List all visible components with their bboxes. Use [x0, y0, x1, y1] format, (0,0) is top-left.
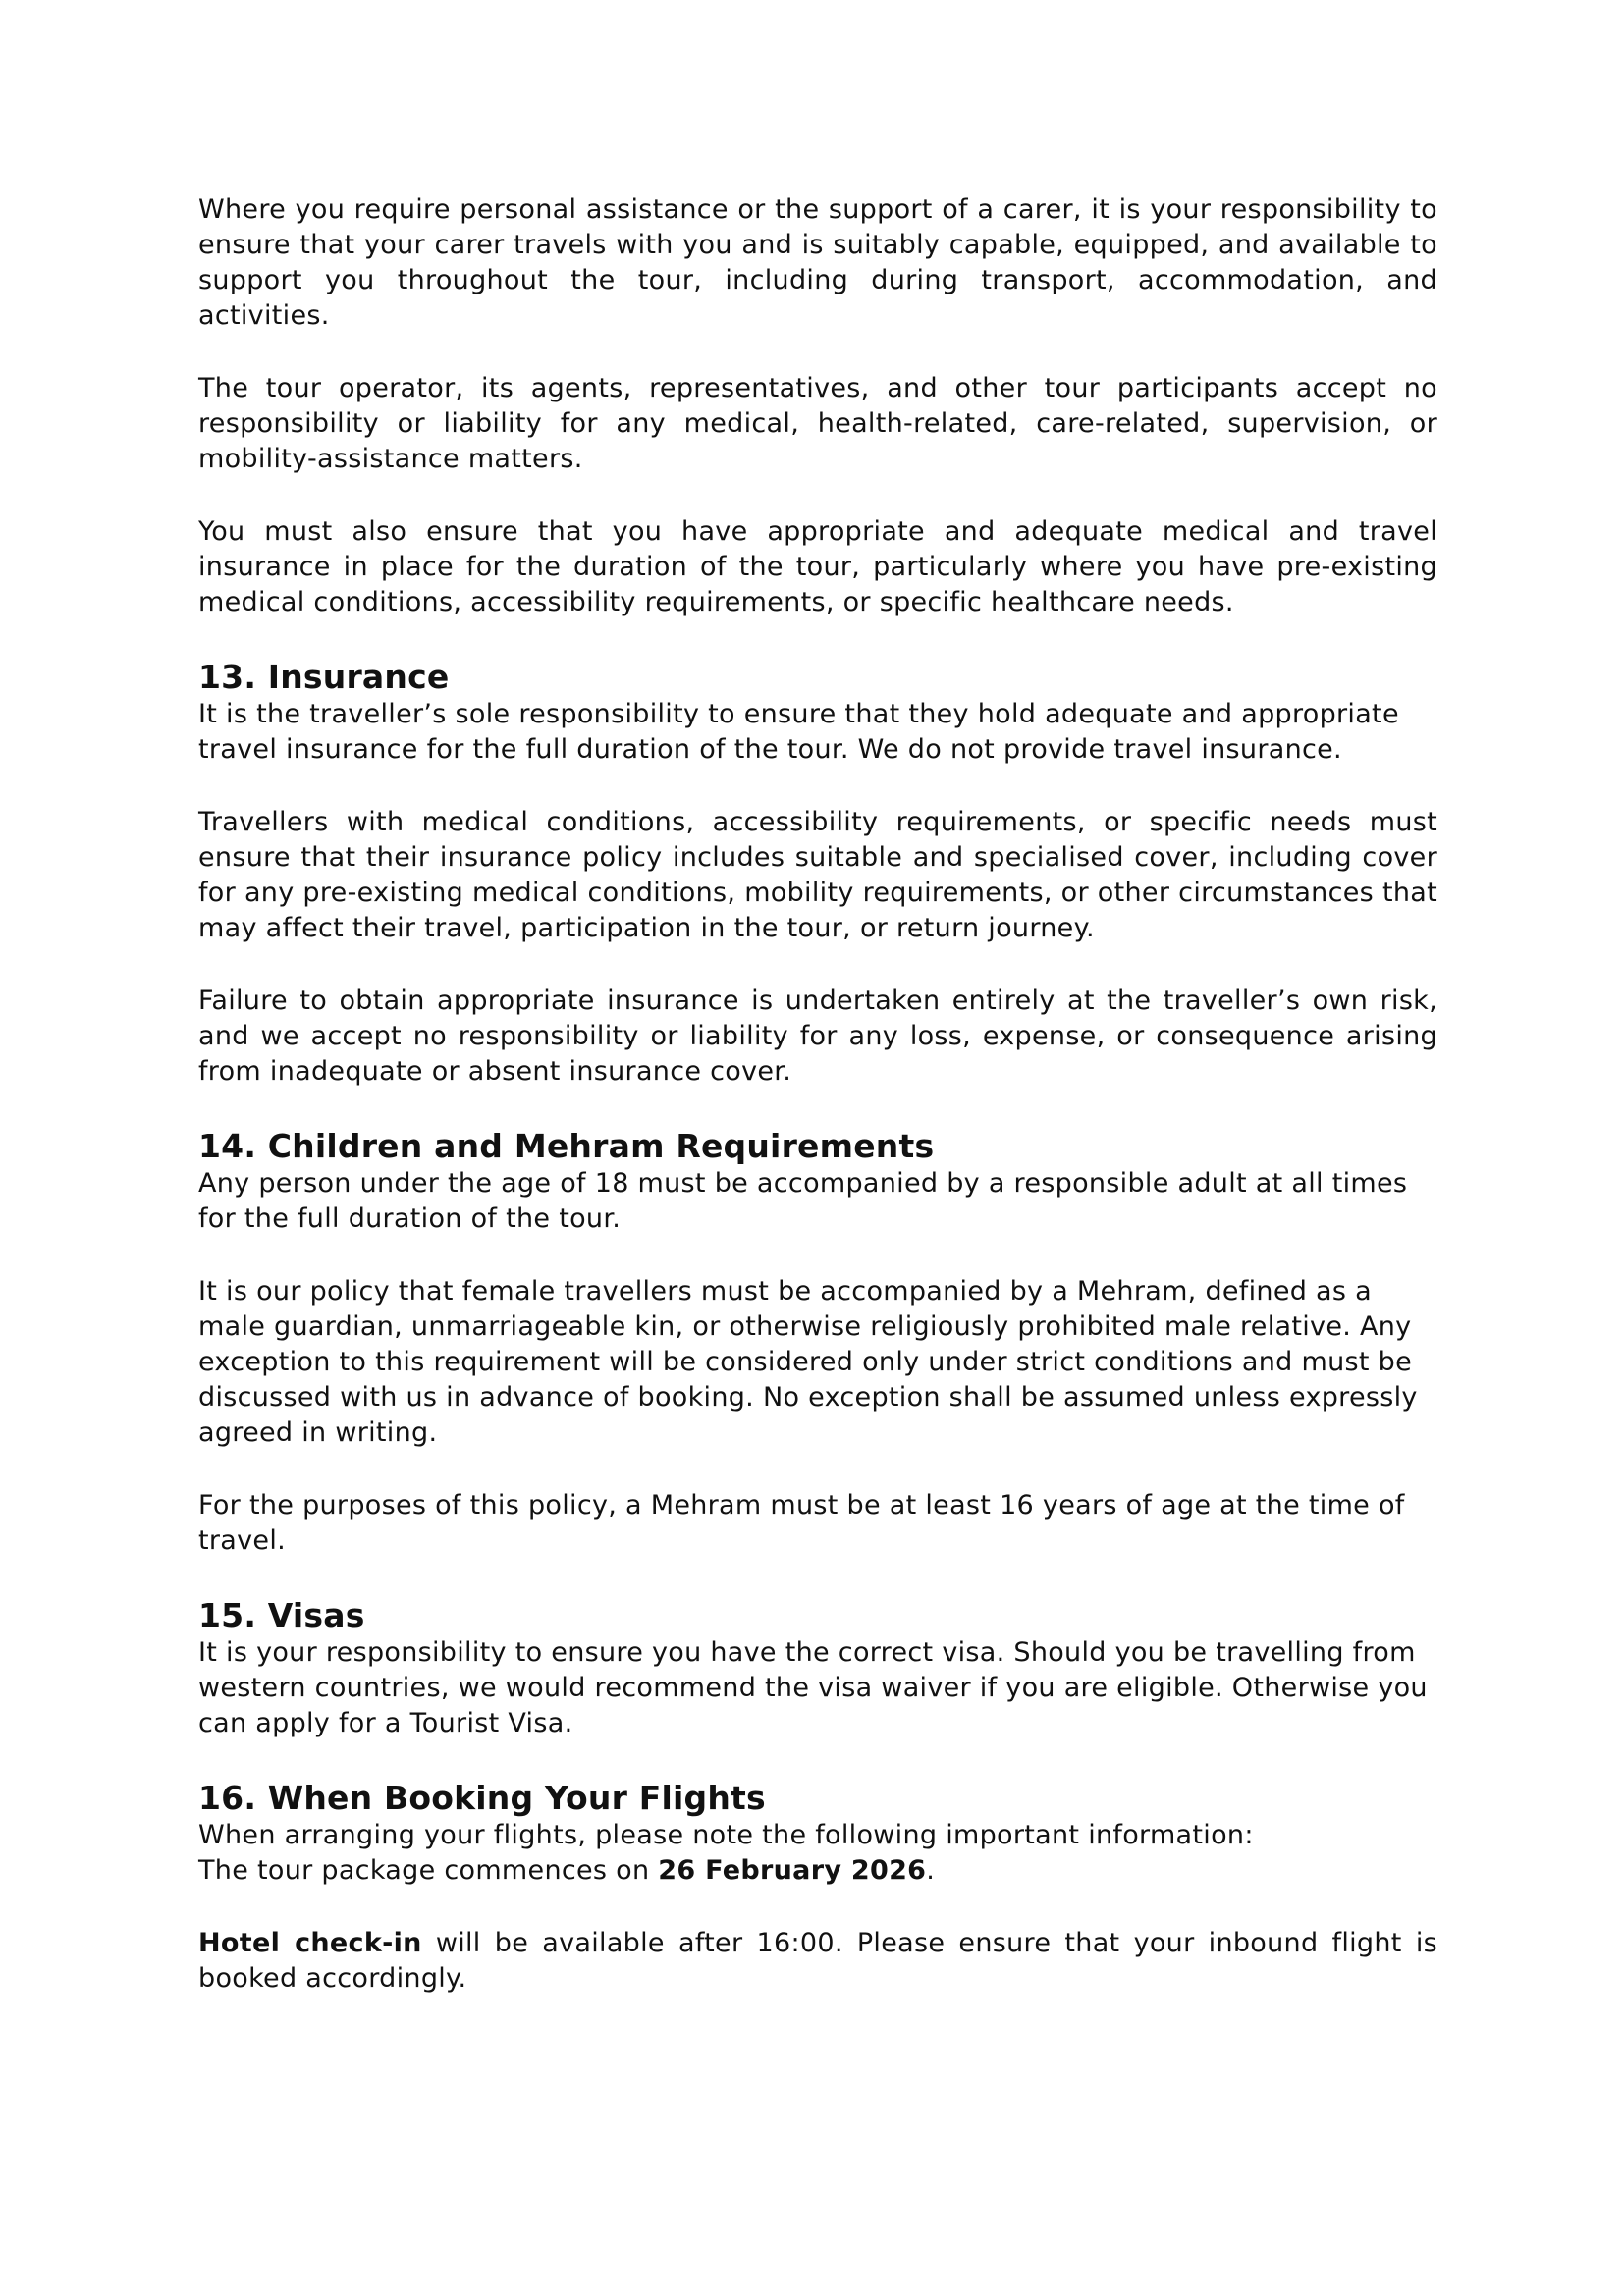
insurance-paragraph-3: Failure to obtain appropriate insurance is undertaken entirely at the traveller’s own risk, and we accept no responsibility or liability for any loss, expense, or consequence arising from inadequate or absent insurance cover.: [198, 986, 1437, 1087]
intro-paragraph-liability: The tour operator, its agents, representatives, and other tour participants accept no responsibility or liability for any medical, health-related, care-related, supervision, or mobility-assistance matters.: [198, 373, 1437, 474]
insurance-paragraph-1: It is the traveller’s sole responsibility to ensure that they hold adequate and appropriate travel insurance for the full duration of the tour. We do not provide travel insurance.: [198, 699, 1399, 765]
flights-commence-line: [198, 1853, 1437, 1889]
intro-paragraph-carer: Where you require personal assistance or the support of a carer, it is your responsibility to ensure that your carer travels with you and is suitably capable, equipped, and available to support you throughout the tour, including during transport, accommodation, and activities.: [198, 194, 1437, 331]
flights-intro-line: When arranging your flights, please note the following important information:: [198, 1820, 1254, 1850]
flights-commence-suffix: .: [926, 1855, 936, 1886]
flights-checkin-label: Hotel check-in: [198, 1928, 422, 1958]
section-visas: [198, 1596, 1437, 1741]
flights-commence-date: 26 February 2026: [658, 1855, 927, 1886]
intro-paragraph-insurance: You must also ensure that you have appropriate and adequate medical and travel insurance in place for the duration of the tour, particularly where you have pre-existing medical conditions, accessibility requirements, or specific healthcare needs.: [198, 516, 1437, 617]
heading-children-mehram: 14. Children and Mehram Requirements: [198, 1127, 935, 1165]
children-paragraph-2: It is our policy that female travellers must be accompanied by a Mehram, defined as a male guardian, unmarriageable kin, or otherwise religiously prohibited male relative. Any exception to this requirement will be considered only under strict conditions and must be discussed with us in advance of booking. No exception shall be assumed unless expressly agreed in writing.: [198, 1276, 1418, 1448]
heading-flights: 16. When Booking Your Flights: [198, 1779, 766, 1817]
heading-insurance: 13. Insurance: [198, 658, 450, 696]
document-page: [198, 192, 1437, 2034]
heading-visas: 15. Visas: [198, 1596, 365, 1634]
section-flights: [198, 1779, 1437, 1997]
section-children-mehram: [198, 1127, 1437, 1559]
flights-checkin-text: will be available after 16:00. Please ensure that your inbound flight is booked accordingly.: [198, 1928, 1437, 1994]
section-insurance: [198, 658, 1437, 1090]
children-paragraph-1: Any person under the age of 18 must be accompanied by a responsible adult at all times for the full duration of the tour.: [198, 1168, 1408, 1234]
flights-checkin-paragraph: [198, 1926, 1437, 1997]
flights-commence-prefix: The tour package commences on: [198, 1855, 659, 1886]
children-paragraph-3: For the purposes of this policy, a Mehram must be at least 16 years of age at the time of travel.: [198, 1490, 1405, 1556]
visas-paragraph-1: It is your responsibility to ensure you have the correct visa. Should you be travelling from western countries, we would recommend the visa waiver if you are eligible. Otherwise you can apply for a Tourist Visa.: [198, 1637, 1428, 1738]
insurance-paragraph-2: Travellers with medical conditions, accessibility requirements, or specific needs must ensure that their insurance policy includes suitable and specialised cover, including cover for any pre-existing medical conditions, mobility requirements, or other circumstances that may affect their travel, participation in the tour, or return journey.: [198, 807, 1437, 943]
